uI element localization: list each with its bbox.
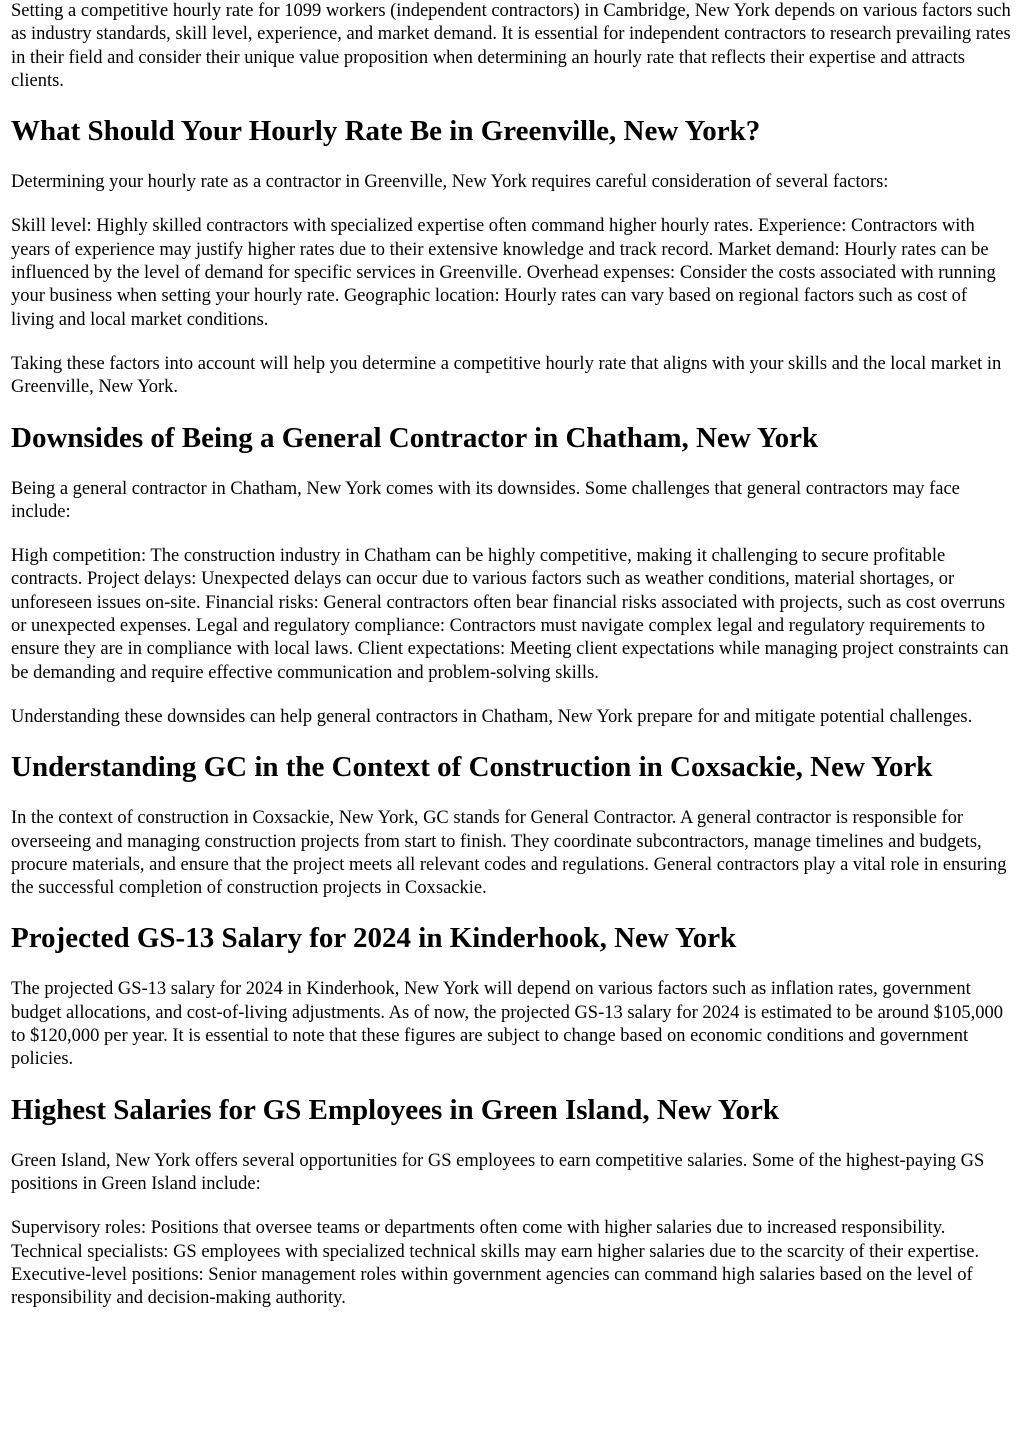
section-paragraph: Understanding these downsides can help general contractors in Chatham, New York prepare for and mitigate potential challenges. bbox=[11, 706, 973, 727]
section-green-island bbox=[11, 1093, 1013, 1311]
section-paragraph: In the context of construction in Coxsackie, New York, GC stands for General Contractor. A general contractor is responsible for overseeing and managing construction projects from start to finish. They coordinate subcontractors, manage timelines and budgets, procure materials, and ensure that the project meets all relevant codes and regulations. General contractors play a vital role in ensuring the successful completion of construction projects in Coxsackie. bbox=[11, 808, 1007, 899]
section-paragraph: High competition: The construction industry in Chatham can be highly competitive, making it challenging to secure profitable contracts. Project delays: Unexpected delays can occur due to various factors such as weather conditions, material shortages, or unforeseen issues on-site. Financial risks: General contractors often bear financial risks associated with projects, such as cost overruns or unexpected expenses. Legal and regulatory compliance: Contractors must navigate complex legal and regulatory requirements to ensure they are in compliance with local laws. Client expectations: Meeting client expectations while managing project constraints can be demanding and require effective communication and problem-solving skills. bbox=[11, 546, 1009, 683]
section-heading: Projected GS-13 Salary for 2024 in Kinderhook, New York bbox=[11, 922, 737, 955]
section-greenville bbox=[11, 114, 1013, 399]
section-paragraph: Determining your hourly rate as a contractor in Greenville, New York requires careful consideration of several factors: bbox=[11, 172, 889, 193]
section-coxsackie bbox=[11, 750, 1013, 900]
section-heading: What Should Your Hourly Rate Be in Greenville, New York? bbox=[11, 115, 761, 148]
intro-paragraph: Setting a competitive hourly rate for 1099 workers (independent contractors) in Cambridge, New York depends on various factors such as industry standards, skill level, experience, and market demand. It is essential for independent contractors to research prevailing rates in their field and consider their unique value proposition when determining an hourly rate that reflects their expertise and attracts clients. bbox=[11, 1, 1011, 91]
section-kinderhook bbox=[11, 921, 1013, 1071]
section-heading: Highest Salaries for GS Employees in Green Island, New York bbox=[11, 1093, 779, 1126]
section-chatham bbox=[11, 421, 1013, 730]
section-paragraph: Supervisory roles: Positions that oversee teams or departments often come with higher salaries due to increased responsibility. Technical specialists: GS employees with specialized technical skills may earn higher salaries due to the scarcity of their expertise. Executive-level positions: Senior management roles within government agencies can command high salaries based on the level of responsibility and decision-making authority. bbox=[11, 1218, 980, 1309]
section-paragraph: The projected GS-13 salary for 2024 in Kinderhook, New York will depend on various factors such as inflation rates, government budget allocations, and cost-of-living adjustments. As of now, the projected GS-13 salary for 2024 is estimated to be around $105,000 to $120,000 per year. It is essential to note that these figures are subject to change based on economic conditions and government policies. bbox=[11, 979, 1003, 1070]
section-paragraph: Taking these factors into account will help you determine a competitive hourly rate that aligns with your skills and the local market in Greenville, New York. bbox=[11, 353, 1002, 398]
section-heading: Downsides of Being a General Contractor in Chatham, New York bbox=[11, 421, 819, 454]
section-paragraph: Green Island, New York offers several opportunities for GS employees to earn competitive salaries. Some of the highest-paying GS positions in Green Island include: bbox=[11, 1150, 985, 1194]
section-heading: Understanding GC in the Context of Construction in Coxsackie, New York bbox=[11, 751, 933, 784]
section-paragraph: Being a general contractor in Chatham, New York comes with its downsides. Some challenges that general contractors may face include: bbox=[11, 478, 960, 522]
section-paragraph: Skill level: Highly skilled contractors with specialized expertise often command higher hourly rates. Experience: Contractors with years of experience may justify higher rates due to their extensive knowledge and track record. Market demand: Hourly rates can be influenced by the level of demand for specific services in Greenville. Overhead expenses: Consider the costs associated with running your business when setting your hourly rate. Geographic location: Hourly rates can vary based on regional factors such as cost of living and local market conditions. bbox=[11, 216, 996, 330]
